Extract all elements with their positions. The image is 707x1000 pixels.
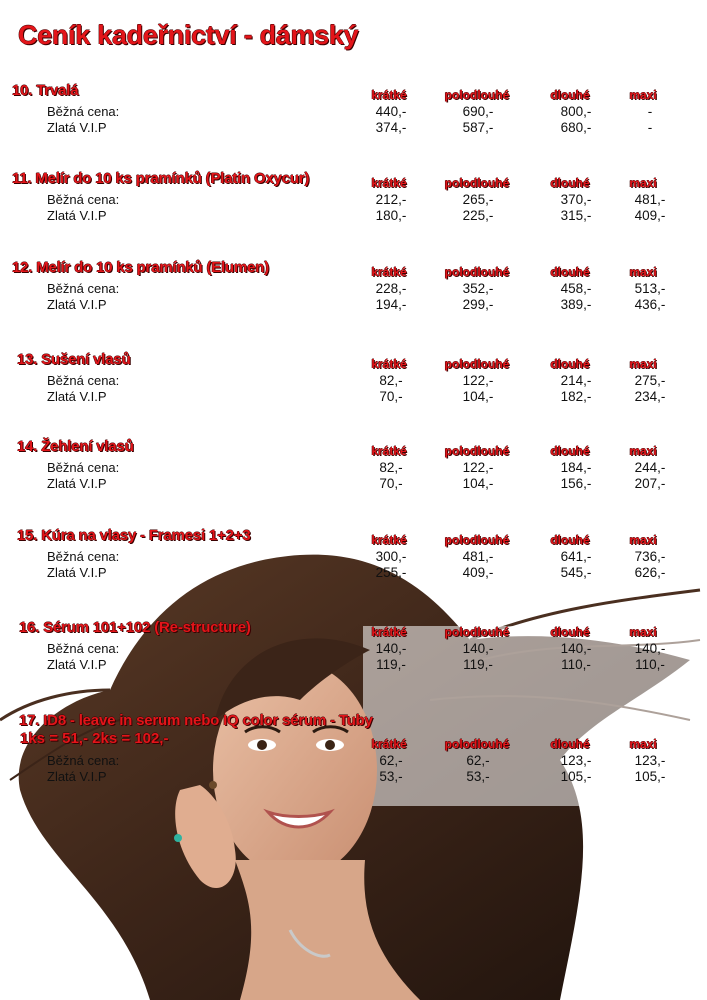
price-value: - [647,120,653,135]
section-title: 15. Kúra na vlasy - Framesi 1+2+3 [17,527,251,544]
column-header: krátké [371,357,407,371]
column-header: polodlouhé [444,357,510,371]
price-value: 458,- [560,281,592,296]
section-subtitle: 1ks = 51,- 2ks = 102,- [20,730,169,747]
price-value: 374,- [375,120,407,135]
price-value: 194,- [375,297,407,312]
section-title: 12. Melír do 10 ks pramínků (Elumen) [12,259,270,276]
column-header: polodlouhé [444,88,510,102]
price-value: 70,- [379,476,403,491]
section-title: 11. Melír do 10 ks pramínků (Platin Oxycur) [12,170,310,187]
price-value: 513,- [634,281,666,296]
vip-price-label: Zlatá V.I.P [47,297,107,312]
price-value: 680,- [560,120,592,135]
section-title: 14. Žehlení vlasů [17,438,134,455]
column-header: polodlouhé [444,265,510,279]
price-value: 70,- [379,389,403,404]
price-value: 481,- [634,192,666,207]
price-value: 82,- [379,460,403,475]
price-value: 225,- [462,208,494,223]
vip-price-label: Zlatá V.I.P [47,120,107,135]
price-value: 545,- [560,565,592,580]
section-hair-drying [0,351,707,423]
price-value: 299,- [462,297,494,312]
vip-price-label: Zlatá V.I.P [47,657,107,672]
section-perm [0,82,707,154]
column-header: krátké [371,737,407,751]
vip-price-label: Zlatá V.I.P [47,389,107,404]
column-header: maxi [629,737,657,751]
section-serum [0,619,707,691]
price-value: 641,- [560,549,592,564]
price-value: 182,- [560,389,592,404]
price-value: 62,- [466,753,490,768]
price-value: 53,- [379,769,403,784]
price-value: 53,- [466,769,490,784]
price-value: 140,- [634,641,666,656]
price-value: 212,- [375,192,407,207]
price-value: 104,- [462,476,494,491]
price-value: 300,- [375,549,407,564]
column-header: krátké [371,88,407,102]
section-highlights-elumen [0,259,707,331]
vip-price-label: Zlatá V.I.P [47,476,107,491]
price-value: 690,- [462,104,494,119]
price-value: 110,- [561,657,591,672]
price-value: 156,- [560,476,592,491]
section-title: 13. Sušení vlasů [17,351,131,368]
column-header: krátké [371,625,407,639]
price-value: 180,- [375,208,407,223]
column-header: dlouhé [550,625,590,639]
price-value: 122,- [462,460,494,475]
column-header: polodlouhé [444,737,510,751]
price-value: 123,- [560,753,592,768]
regular-price-label: Běžná cena: [47,753,120,768]
price-value: 207,- [634,476,666,491]
column-header: dlouhé [550,176,590,190]
price-value: 389,- [560,297,592,312]
column-header: krátké [371,265,407,279]
price-value: 62,- [379,753,403,768]
price-value: 214,- [560,373,592,388]
price-value: 82,- [379,373,403,388]
price-value: 436,- [634,297,666,312]
price-value: 736,- [634,549,666,564]
price-value: 255,- [375,565,407,580]
price-value: 140,- [462,641,494,656]
column-header: maxi [629,265,657,279]
column-header: dlouhé [550,444,590,458]
price-value: 228,- [375,281,407,296]
price-value: 184,- [560,460,592,475]
price-value: 119,- [463,657,493,672]
price-value: 105,- [560,769,592,784]
section-hair-straightening [0,438,707,510]
vip-price-label: Zlatá V.I.P [47,208,107,223]
regular-price-label: Běžná cena: [47,373,120,388]
price-value: 275,- [634,373,666,388]
section-id8-serum [0,712,707,784]
regular-price-label: Běžná cena: [47,281,120,296]
column-header: maxi [629,88,657,102]
column-header: dlouhé [550,737,590,751]
price-value: 409,- [462,565,494,580]
price-value: 244,- [634,460,666,475]
vip-price-label: Zlatá V.I.P [47,769,107,784]
column-header: krátké [371,533,407,547]
regular-price-label: Běžná cena: [47,641,120,656]
column-header: maxi [629,533,657,547]
price-value: 104,- [462,389,494,404]
page-title: Ceník kadeřnictví - dámský [18,20,359,50]
price-value: 122,- [462,373,494,388]
section-title: 16. Sérum 101+102 (Re-structure) [19,619,251,636]
price-value: 626,- [634,565,666,580]
vip-price-label: Zlatá V.I.P [47,565,107,580]
price-value: 265,- [462,192,494,207]
price-value: 119,- [376,657,406,672]
regular-price-label: Běžná cena: [47,460,120,475]
price-value: 352,- [462,281,494,296]
column-header: krátké [371,444,407,458]
price-value: 409,- [634,208,666,223]
price-value: - [647,104,653,119]
column-header: dlouhé [550,265,590,279]
column-header: polodlouhé [444,176,510,190]
price-value: 140,- [375,641,407,656]
price-value: 105,- [634,769,666,784]
column-header: maxi [629,444,657,458]
regular-price-label: Běžná cena: [47,192,120,207]
column-header: polodlouhé [444,533,510,547]
section-highlights-platin [0,170,707,242]
price-value: 370,- [560,192,592,207]
column-header: dlouhé [550,88,590,102]
column-header: maxi [629,176,657,190]
price-value: 481,- [462,549,494,564]
price-value: 315,- [560,208,592,223]
section-title: 10. Trvalá [12,82,79,99]
column-header: krátké [371,176,407,190]
price-value: 123,- [634,753,666,768]
column-header: polodlouhé [444,444,510,458]
column-header: maxi [629,625,657,639]
price-value: 234,- [634,389,666,404]
column-header: maxi [629,357,657,371]
price-value: 140,- [560,641,592,656]
column-header: polodlouhé [444,625,510,639]
column-header: dlouhé [550,533,590,547]
regular-price-label: Běžná cena: [47,549,120,564]
price-value: 800,- [560,104,592,119]
price-value: 110,- [635,657,665,672]
price-value: 440,- [375,104,407,119]
section-hair-treatment [0,527,707,599]
regular-price-label: Běžná cena: [47,104,120,119]
column-header: dlouhé [550,357,590,371]
section-title: 17. ID8 - leave in serum nebo IQ color sérum - Tuby [19,712,373,729]
price-value: 587,- [462,120,494,135]
